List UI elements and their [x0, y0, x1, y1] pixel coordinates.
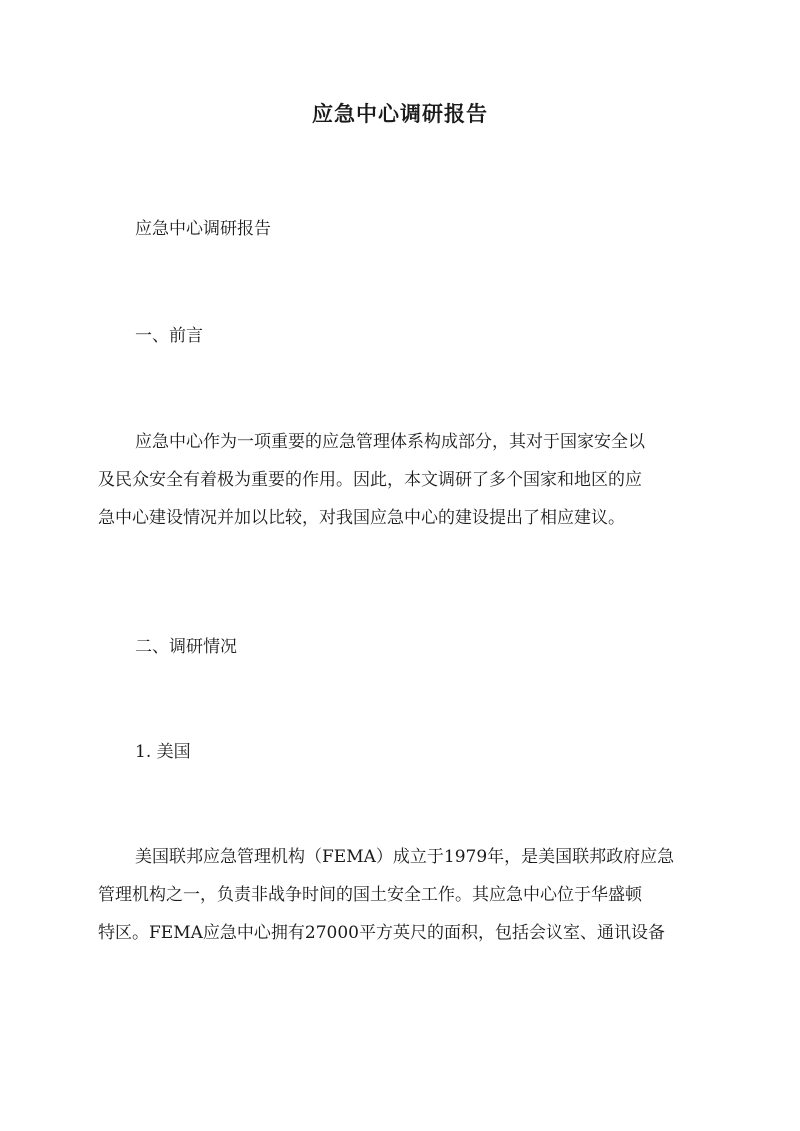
- document-title: 应急中心调研报告: [312, 101, 488, 126]
- preface-paragraph: [98, 423, 718, 537]
- paragraph-line: 急中心建设情况并加以比较，对我国应急中心的建设提出了相应建议。: [98, 508, 625, 528]
- paragraph-line: 美国联邦应急管理机构（FEMA）成立于1979年，是美国联邦政府应急: [135, 847, 675, 867]
- subsection-heading-usa: 1. 美国: [135, 742, 191, 762]
- paragraph-line: 应急中心作为一项重要的应急管理体系构成部分，其对于国家安全以: [135, 432, 645, 452]
- usa-paragraph: [98, 838, 718, 952]
- section-heading-research: 二、调研情况: [135, 637, 237, 657]
- paragraph-line: 特区。FEMA应急中心拥有27000平方英尺的面积，包括会议室、通讯设备: [98, 923, 665, 943]
- paragraph-line: 管理机构之一，负责非战争时间的国土安全工作。其应急中心位于华盛顿: [98, 885, 642, 905]
- section-heading-preface: 一、前言: [135, 326, 203, 346]
- paragraph-line: 及民众安全有着极为重要的作用。因此，本文调研了多个国家和地区的应: [98, 470, 642, 490]
- document-subtitle: 应急中心调研报告: [135, 219, 271, 239]
